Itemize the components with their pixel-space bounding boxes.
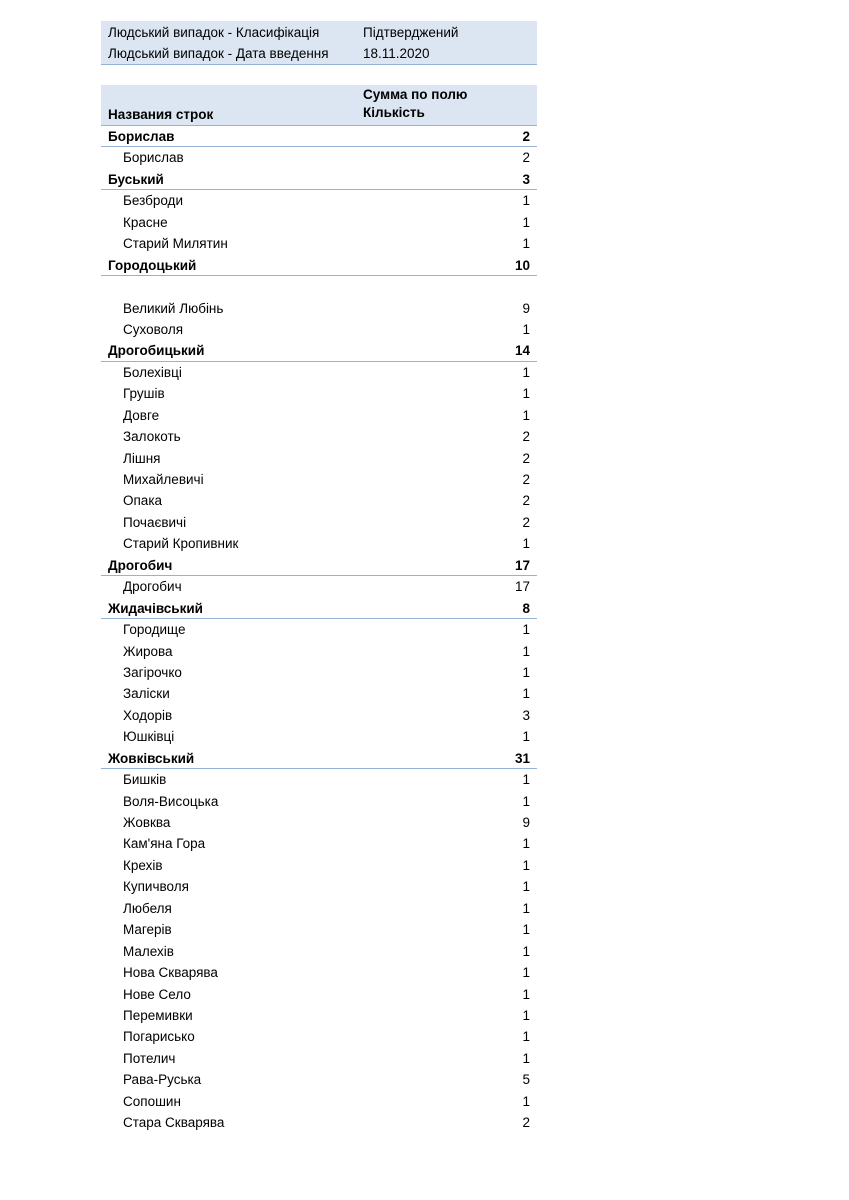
table-row[interactable] (101, 683, 537, 704)
row-value: 1 (522, 900, 530, 916)
row-value: 2 (522, 493, 530, 509)
row-value: 1 (522, 386, 530, 402)
row-value: 1 (522, 214, 530, 230)
row-label: Старий Милятин (123, 236, 228, 252)
table-row[interactable] (101, 941, 537, 962)
row-label: Суховоля (123, 321, 184, 337)
filter-label: Людський випадок - Дата введення (108, 46, 329, 61)
row-label: Довге (123, 407, 160, 423)
group-total: 8 (522, 600, 530, 616)
pivot-table-header (101, 85, 537, 126)
row-label: Крехів (123, 857, 163, 873)
row-value: 1 (522, 986, 530, 1002)
table-row[interactable] (101, 662, 537, 683)
row-label: Городище (123, 622, 186, 638)
group-label: Борислав (108, 129, 175, 144)
row-label: Михайлевичі (123, 472, 204, 487)
table-row[interactable] (101, 876, 537, 897)
row-label: Безброди (123, 193, 183, 209)
row-value: 1 (522, 407, 530, 423)
table-row[interactable] (101, 212, 537, 233)
row-label: Сопошин (123, 1093, 181, 1109)
row-label: Грушів (123, 386, 165, 402)
row-value: 2 (522, 150, 530, 166)
row-label: Магерів (123, 922, 172, 938)
row-labels-header[interactable]: Названия строк (108, 107, 214, 122)
row-label: Жирова (123, 643, 173, 659)
filter-label: Людський випадок - Класифікація (108, 25, 320, 40)
table-row[interactable] (101, 791, 537, 812)
table-row[interactable] (101, 469, 537, 490)
table-row[interactable] (101, 705, 537, 726)
row-value: 1 (522, 536, 530, 552)
row-value: 2 (522, 450, 530, 466)
pivot-table-body (101, 126, 537, 1134)
row-value: 2 (522, 429, 530, 445)
row-value: 1 (522, 922, 530, 938)
group-row[interactable] (101, 340, 537, 361)
filter-value[interactable]: 18.11.2020 (363, 46, 430, 61)
row-value: 1 (522, 364, 530, 380)
row-value: 1 (522, 857, 530, 873)
row-value: 1 (522, 729, 530, 745)
row-value: 1 (522, 943, 530, 959)
group-total: 3 (522, 171, 530, 187)
empty-row (101, 276, 537, 297)
row-value: 1 (522, 1007, 530, 1023)
row-label: Потелич (123, 1050, 176, 1066)
table-row[interactable] (101, 962, 537, 983)
table-row[interactable] (101, 576, 537, 597)
row-label: Дрогобич (123, 579, 182, 595)
row-label: Юшківці (123, 729, 175, 745)
table-row[interactable] (101, 233, 537, 254)
row-label: Почаєвичі (123, 514, 187, 530)
filter-row-classification (101, 22, 537, 43)
table-row[interactable] (101, 769, 537, 790)
row-label: Красне (123, 214, 168, 230)
table-row[interactable] (101, 319, 537, 340)
row-label: Залокоть (123, 429, 181, 445)
row-label: Любеля (123, 900, 172, 916)
table-row[interactable] (101, 490, 537, 511)
row-value: 9 (522, 815, 530, 830)
table-row[interactable] (101, 298, 537, 319)
row-value: 1 (522, 686, 530, 702)
group-row[interactable] (101, 255, 537, 276)
group-total: 14 (514, 343, 530, 359)
row-value: 3 (522, 707, 530, 723)
table-row[interactable] (101, 812, 537, 833)
group-row[interactable] (101, 169, 537, 190)
row-label: Воля-Висоцька (123, 793, 219, 809)
row-label: Заліски (123, 686, 170, 702)
row-value: 2 (522, 472, 530, 487)
row-label: Перемивки (123, 1007, 193, 1023)
report-filters (101, 21, 537, 65)
row-label: Погарисько (123, 1029, 195, 1045)
group-row[interactable] (101, 555, 537, 576)
group-row[interactable] (101, 598, 537, 619)
row-label: Ходорів (123, 707, 173, 723)
row-value: 2 (522, 514, 530, 530)
group-label: Жидачівський (108, 600, 203, 616)
table-row[interactable] (101, 362, 537, 383)
row-label: Старий Кропивник (123, 536, 239, 552)
table-row[interactable] (101, 147, 537, 168)
row-label: Рава-Руська (123, 1072, 202, 1088)
table-row[interactable] (101, 833, 537, 854)
row-label: Бишків (123, 772, 167, 788)
row-value: 1 (522, 664, 530, 680)
row-label: Кам'яна Гора (123, 836, 206, 852)
row-label: Нове Село (123, 986, 191, 1002)
table-row[interactable] (101, 405, 537, 426)
row-value: 2 (522, 1115, 530, 1131)
group-total: 31 (514, 750, 530, 766)
table-row[interactable] (101, 426, 537, 447)
table-row[interactable] (101, 1026, 537, 1047)
group-total: 10 (514, 257, 530, 273)
table-row[interactable] (101, 855, 537, 876)
table-row[interactable] (101, 512, 537, 533)
sum-column-header (363, 86, 467, 122)
sum-header-line2: Кількість (363, 105, 425, 120)
row-value: 1 (522, 772, 530, 788)
row-label: Малехів (123, 943, 174, 959)
row-value: 1 (522, 793, 530, 809)
row-value: 1 (522, 236, 530, 252)
table-row[interactable] (101, 898, 537, 919)
table-row[interactable] (101, 448, 537, 469)
row-label: Борислав (123, 150, 184, 166)
row-value: 1 (522, 879, 530, 895)
table-row[interactable] (101, 726, 537, 747)
row-label: Загірочко (123, 664, 182, 680)
row-label: Жовква (123, 815, 171, 830)
row-value: 1 (522, 193, 530, 209)
group-label: Дрогобич (108, 557, 173, 573)
filter-value[interactable]: Підтверджений (363, 25, 459, 40)
row-value: 1 (522, 1050, 530, 1066)
table-row[interactable] (101, 1069, 537, 1090)
table-row[interactable] (101, 1048, 537, 1069)
group-row[interactable] (101, 126, 537, 147)
group-total: 17 (514, 557, 530, 573)
row-label: Стара Скварява (123, 1115, 225, 1131)
table-row[interactable] (101, 1091, 537, 1112)
row-value: 1 (522, 1093, 530, 1109)
table-row[interactable] (101, 641, 537, 662)
row-value: 1 (522, 1029, 530, 1045)
row-value: 9 (522, 300, 530, 316)
filter-row-date (101, 43, 537, 64)
group-total: 2 (522, 129, 530, 144)
row-value: 5 (522, 1072, 530, 1088)
row-value: 1 (522, 836, 530, 852)
row-label: Нова Скварява (123, 965, 218, 981)
row-value: 17 (514, 579, 530, 595)
row-label: Лішня (123, 450, 161, 466)
row-value: 1 (522, 321, 530, 337)
sum-header-line1: Сумма по полю (363, 87, 468, 102)
table-row[interactable] (101, 919, 537, 940)
row-label: Болехівці (123, 364, 182, 380)
row-label: Великий Любінь (123, 300, 224, 316)
table-row[interactable] (101, 1005, 537, 1026)
group-label: Буський (108, 171, 164, 187)
table-row[interactable] (101, 533, 537, 554)
table-row[interactable] (101, 984, 537, 1005)
table-row[interactable] (101, 383, 537, 404)
group-label: Городоцький (108, 257, 197, 273)
row-value: 1 (522, 622, 530, 638)
group-row[interactable] (101, 748, 537, 769)
row-value: 1 (522, 965, 530, 981)
group-label: Жовківський (108, 750, 195, 766)
row-label: Купичволя (123, 879, 189, 895)
table-row[interactable] (101, 619, 537, 640)
table-row[interactable] (101, 1112, 537, 1133)
row-label: Опака (123, 493, 163, 509)
group-label: Дрогобицький (108, 343, 205, 359)
row-value: 1 (522, 643, 530, 659)
table-row[interactable] (101, 190, 537, 211)
